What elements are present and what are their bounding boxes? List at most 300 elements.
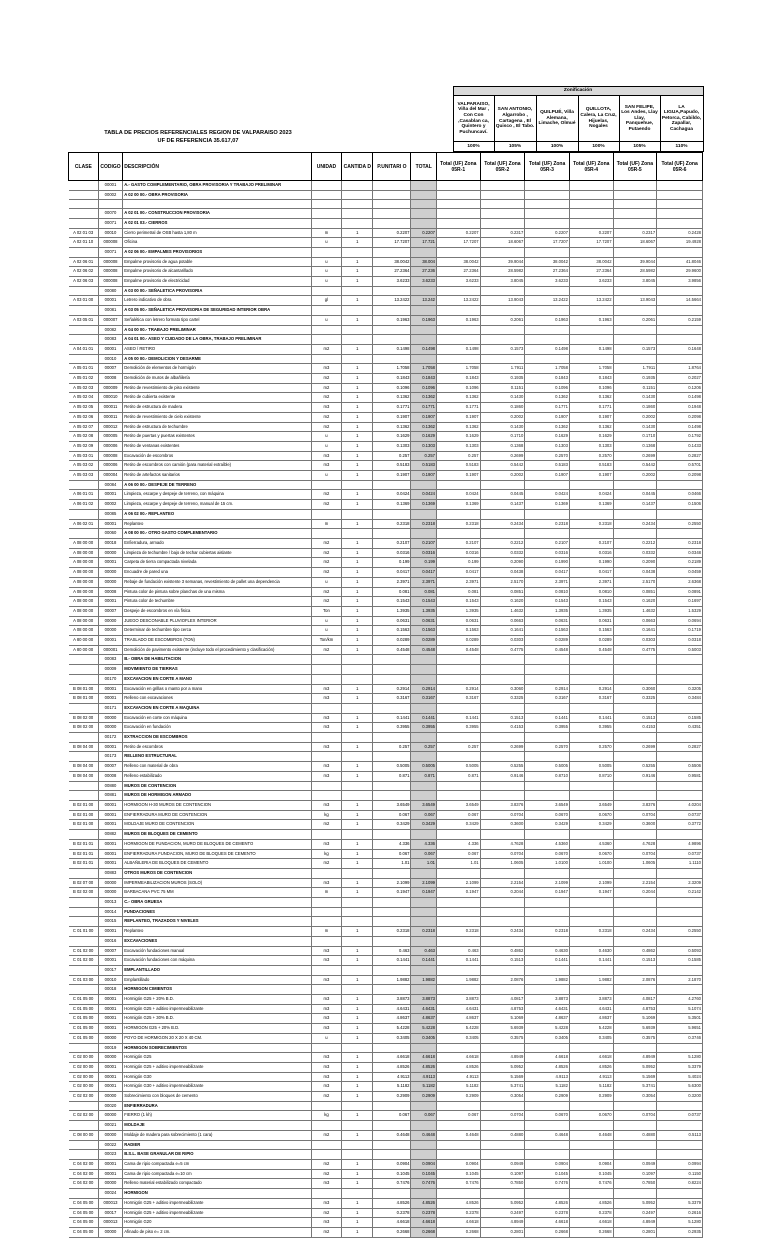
cell-clase: A 08 00 00	[69, 548, 99, 558]
cell-zone-3-total	[525, 936, 570, 946]
cell-unidad: m3	[311, 800, 342, 810]
cell-zone-4-total: 0.1441	[569, 956, 613, 966]
cell-zone-3-total	[525, 200, 570, 209]
cell-codigo: 00001	[98, 742, 122, 752]
cell-zone-5-total	[613, 752, 657, 762]
cell-zone-1-total	[437, 286, 481, 296]
cell-unidad	[311, 917, 342, 927]
cell-precio-unitario: 1.7058	[373, 364, 411, 374]
cell-clase: B 02 02 00	[69, 888, 99, 898]
cell-unidad: m3	[311, 946, 342, 956]
cell-total: 0.1907	[411, 412, 437, 422]
cell-zone-2-total	[480, 181, 525, 191]
cell-total: 0.0424	[411, 490, 437, 500]
cell-zone-1-total	[437, 655, 481, 665]
table-row	[69, 1227, 703, 1237]
cell-zone-4-total: 4.8637	[569, 1014, 613, 1024]
cell-codigo: 00881	[98, 791, 122, 801]
cell-descripcion: Demolición de pavimento existente (incluye todo el procedimiento y clasificación)	[123, 645, 311, 655]
table-row	[69, 1179, 703, 1189]
table-row	[69, 181, 703, 191]
cell-zone-6-total	[657, 907, 703, 917]
cell-zone-3-total: 0.1843	[525, 374, 570, 384]
cell-zone-5-total: 2.0876	[613, 975, 657, 985]
table-row	[69, 1024, 703, 1034]
cell-zone-5-total	[613, 985, 657, 995]
table-row	[69, 820, 703, 830]
cell-zone-5-total: 1.4632	[613, 606, 657, 616]
cell-unidad	[311, 1043, 342, 1053]
cell-descripcion: Excavación fundaciones con máquina	[123, 956, 311, 966]
cell-total: 0.3429	[411, 820, 437, 830]
cell-zone-4-total: 0.1096	[569, 383, 613, 393]
cell-zone-4-total: 0.8710	[569, 771, 613, 781]
cell-zone-2-total: 0.0445	[480, 490, 525, 500]
cell-unidad	[311, 218, 342, 228]
cell-codigo: 00170	[98, 674, 122, 684]
cell-zone-3-total: 5.1182	[525, 1082, 570, 1092]
cell-zone-1-total: 0.871	[437, 771, 481, 781]
cell-zone-1-total: 0.1947	[437, 888, 481, 898]
cell-zone-6-total: 4.2760	[657, 995, 703, 1005]
cell-descripcion: Limpieza de techumbre / bajo de techar cubiertas aislante	[123, 548, 311, 558]
cell-total: 0.3955	[411, 723, 437, 733]
cell-zone-4-total	[569, 674, 613, 684]
cell-total	[411, 325, 437, 335]
cell-clase: A 08 00 00	[69, 539, 99, 549]
table-row	[69, 946, 703, 956]
cell-zone-4-total: 0.0670	[569, 810, 613, 820]
cell-descripcion: RELLENO ESTRUCTURAL	[123, 752, 311, 762]
cell-clase: B 08 01 00	[69, 694, 99, 704]
cell-zone-1-total	[437, 965, 481, 975]
cell-zone-4-total: 0.3429	[569, 820, 613, 830]
cell-zone-4-total: 0.1362	[569, 422, 613, 432]
cell-zone-2-total: 0.7850	[480, 1179, 525, 1189]
cell-zone-1-total	[437, 1043, 481, 1053]
cell-zone-3-total: 0.1369	[525, 500, 570, 510]
cell-zone-6-total	[657, 1121, 703, 1131]
table-row	[69, 800, 703, 810]
cell-zone-2-total: 5.3741	[480, 1082, 525, 1092]
cell-total: 13.242	[411, 296, 437, 306]
cell-zone-2-total	[480, 868, 525, 878]
cell-codigo: 00018	[98, 985, 122, 995]
cell-codigo: 00000	[98, 568, 122, 578]
cell-zone-4-total	[569, 733, 613, 743]
cell-zone-2-total: 0.2699	[480, 742, 525, 752]
cell-zone-2-total: 0.2002	[480, 412, 525, 422]
cell-zone-4-total: 0.2570	[569, 451, 613, 461]
table-row	[69, 1101, 703, 1111]
cell-total: 0.081	[411, 587, 437, 597]
cell-zone-4-total: 0.1843	[569, 374, 613, 384]
cell-precio-unitario: 0.1441	[373, 956, 411, 966]
cell-zone-2-total: 0.1513	[480, 956, 525, 966]
cell-zone-3-total	[525, 306, 570, 316]
cell-zone-4-total	[569, 509, 613, 519]
cell-unidad: m2	[311, 1169, 342, 1179]
cell-zone-4-total: 1.7058	[569, 364, 613, 374]
cell-zone-5-total: 3.8376	[613, 800, 657, 810]
cell-zone-5-total	[613, 791, 657, 801]
cell-zone-6-total	[657, 247, 703, 257]
cell-total: 4.6431	[411, 1004, 437, 1014]
table-row	[69, 1140, 703, 1150]
cell-codigo: 00001	[98, 694, 122, 704]
cell-unidad	[311, 325, 342, 335]
cell-unidad: m2	[311, 383, 342, 393]
cell-clase: A 05 02 08	[69, 432, 99, 442]
cell-codigo: 00001	[98, 1004, 122, 1014]
report-title: TABLA DE PRECIOS REFERENCIALES REGION DE VALPARAISO 2023	[104, 130, 292, 136]
cell-clase: C 01 02 00	[69, 946, 99, 956]
cell-zone-3-total: 0.3429	[525, 820, 570, 830]
cell-zone-6-total: 0.1498	[657, 422, 703, 432]
cell-total: 2.1099	[411, 878, 437, 888]
cell-descripcion: A 05 00 00.- DEMOLICION Y DESARME	[123, 354, 311, 364]
cell-zone-4-total: 0.2318	[569, 519, 613, 529]
cell-precio-unitario: 0.1629	[373, 432, 411, 442]
cell-cantidad: 1	[342, 257, 373, 267]
table-row	[69, 267, 703, 277]
cell-zone-6-total: 0.0318	[657, 636, 703, 646]
cell-zone-1-total	[437, 917, 481, 927]
cell-descripcion: Excavación en grillas o manto por a mano	[123, 684, 311, 694]
cell-descripcion: ALBAÑILERIA DE BLOQUES DE CEMENTO	[123, 859, 311, 869]
cell-zone-6-total: 0.3205	[657, 684, 703, 694]
cell-zone-2-total: 0.2044	[480, 888, 525, 898]
cell-zone-4-total: 2.1099	[569, 878, 613, 888]
cell-zone-3-total	[525, 781, 570, 791]
cell-zone-2-total: 0.1430	[480, 393, 525, 403]
cell-codigo: 00007	[98, 946, 122, 956]
cell-precio-unitario	[373, 209, 411, 219]
cell-clase	[69, 936, 99, 946]
table-row	[69, 247, 703, 257]
cell-unidad	[311, 965, 342, 975]
table-row	[69, 616, 703, 626]
cell-zone-4-total: 0.1045	[569, 1169, 613, 1179]
cell-descripcion: REPLANTEO, TRAZADOS Y NIVELES	[123, 917, 311, 927]
cell-zone-5-total: 0.3060	[613, 684, 657, 694]
cell-total: 0.257	[411, 742, 437, 752]
cell-zone-3-total: 0.1563	[525, 626, 570, 636]
cell-descripcion: HORMIGON G25 + 20% B.D.	[123, 1024, 311, 1034]
cell-total	[411, 200, 437, 209]
cell-total	[411, 529, 437, 539]
cell-zone-2-total	[480, 733, 525, 743]
table-row	[69, 859, 703, 869]
cell-zone-6-total: 0.1697	[657, 597, 703, 607]
cell-zone-4-total: 3.6549	[569, 800, 613, 810]
cell-clase	[69, 868, 99, 878]
cell-clase: C 01 03 00	[69, 975, 99, 985]
cell-zone-6-total	[657, 209, 703, 219]
cell-unidad: Ton	[311, 606, 342, 616]
cell-total: 0.1963	[411, 315, 437, 325]
table-row	[69, 606, 703, 616]
cell-codigo: 00000	[98, 1033, 122, 1043]
cell-precio-unitario: 0.1843	[373, 374, 411, 384]
cell-zone-5-total: 0.7850	[613, 1179, 657, 1189]
cell-cantidad: 1	[342, 636, 373, 646]
cell-codigo: 000013	[98, 1218, 122, 1228]
cell-total: 0.2318	[411, 927, 437, 937]
cell-zone-6-total: 0.5506	[657, 762, 703, 772]
cell-unidad	[311, 830, 342, 840]
cell-total	[411, 354, 437, 364]
cell-total	[411, 1121, 437, 1131]
cell-zone-2-total: 0.2801	[480, 1227, 525, 1237]
table-row	[69, 500, 703, 510]
table-row	[69, 490, 703, 500]
cell-zone-1-total: 0.0424	[437, 490, 481, 500]
cell-zone-5-total: 0.2002	[613, 412, 657, 422]
cell-zone-2-total: 0.0704	[480, 849, 525, 859]
cell-descripcion: Afinado de piso e= 2 cm.	[123, 1227, 311, 1237]
cell-zone-3-total: 0.2318	[525, 927, 570, 937]
table-row	[69, 548, 703, 558]
cell-zone-3-total: 0.1045	[525, 1169, 570, 1179]
cell-zone-2-total: 0.0332	[480, 548, 525, 558]
table-row	[69, 558, 703, 568]
cell-zone-4-total: 0.0316	[569, 548, 613, 558]
cell-zone-5-total: 0.4880	[613, 1130, 657, 1140]
cell-codigo: 00172	[98, 733, 122, 743]
table-row	[69, 218, 703, 228]
cell-unidad: m3	[311, 1014, 342, 1024]
cell-precio-unitario: 1.01	[373, 859, 411, 869]
cell-zone-6-total	[657, 529, 703, 539]
cell-clase	[69, 1140, 99, 1150]
cell-precio-unitario: 0.1303	[373, 441, 411, 451]
cell-zone-3-total: 0.1907	[525, 471, 570, 481]
cell-descripcion: POYO DE HORMIGON 20 X 20 X 40 CM.	[123, 1033, 311, 1043]
cell-zone-1-total: 3.6233	[437, 277, 481, 287]
cell-zone-5-total: 0.0663	[613, 616, 657, 626]
cell-zone-3-total	[525, 480, 570, 490]
cell-zone-4-total: 0.0904	[569, 1160, 613, 1170]
cell-descripcion: A 06 00 00.- DESPEJE DE TERRENO	[123, 480, 311, 490]
cell-zone-6-total	[657, 791, 703, 801]
cell-zone-4-total: 0.2378	[569, 1208, 613, 1218]
cell-zone-3-total: 0.1441	[525, 713, 570, 723]
table-row	[69, 1014, 703, 1024]
cell-zone-4-total	[569, 480, 613, 490]
cell-zone-2-total: 5.6939	[480, 1024, 525, 1034]
cell-zone-1-total	[437, 1189, 481, 1199]
cell-zone-5-total	[613, 868, 657, 878]
cell-cantidad: 1	[342, 800, 373, 810]
cell-zone-5-total: 0.0332	[613, 548, 657, 558]
cell-cantidad: 1	[342, 500, 373, 510]
cell-descripcion: Replanteo	[123, 927, 311, 937]
cell-total: 1.7058	[411, 364, 437, 374]
cell-precio-unitario: 0.081	[373, 587, 411, 597]
cell-precio-unitario: 17.7207	[373, 238, 411, 248]
table-row	[69, 956, 703, 966]
cell-zone-5-total: 0.3054	[613, 1092, 657, 1102]
cell-zone-1-total: 0.3429	[437, 820, 481, 830]
cell-zone-3-total	[525, 907, 570, 917]
cell-zone-4-total	[569, 354, 613, 364]
cell-cantidad: 1	[342, 771, 373, 781]
cell-cantidad: 1	[342, 1092, 373, 1102]
cell-codigo: 00007	[98, 762, 122, 772]
cell-codigo: 00001	[98, 1024, 122, 1034]
cell-zone-2-total: 0.5442	[480, 461, 525, 471]
zone-name-6: LA LIGUA,Papudo, Petorca, Cabildo, Zapallar, Cachagua	[660, 96, 703, 142]
cell-clase: C 01 01 00	[69, 927, 99, 937]
cell-cantidad: 1	[342, 995, 373, 1005]
cell-zone-2-total: 0.4775	[480, 645, 525, 655]
cell-total: 4.336	[411, 839, 437, 849]
cell-zone-6-total: 5.3501	[657, 1014, 703, 1024]
cell-zone-3-total: 0.5183	[525, 461, 570, 471]
cell-zone-2-total	[480, 830, 525, 840]
cell-zone-2-total: 0.1573	[480, 344, 525, 354]
cell-precio-unitario: 0.1369	[373, 500, 411, 510]
cell-zone-3-total: 4.8637	[525, 1014, 570, 1024]
cell-cantidad	[342, 354, 373, 364]
cell-clase: A 08 00 00	[69, 568, 99, 578]
cell-zone-1-total	[437, 509, 481, 519]
cell-zone-5-total	[613, 1043, 657, 1053]
cell-zone-2-total	[480, 907, 525, 917]
cell-unidad	[311, 1150, 342, 1160]
cell-unidad: m3	[311, 956, 342, 966]
cell-precio-unitario: 0.7476	[373, 1179, 411, 1189]
cell-unidad	[311, 247, 342, 257]
cell-unidad: u	[311, 577, 342, 587]
cell-clase: C 04 05 00	[69, 1208, 99, 1218]
cell-clase	[69, 733, 99, 743]
cell-zone-6-total	[657, 1189, 703, 1199]
cell-clase: A 05 02 06	[69, 412, 99, 422]
cell-precio-unitario: 0.3405	[373, 1033, 411, 1043]
cell-cantidad: 1	[342, 956, 373, 966]
cell-zone-5-total	[613, 781, 657, 791]
table-row	[69, 781, 703, 791]
zone-percentage-1: 100%	[453, 142, 494, 152]
cell-zone-5-total: 0.0438	[613, 568, 657, 578]
cell-zone-5-total: 5.3741	[613, 1082, 657, 1092]
cell-zone-1-total	[437, 209, 481, 219]
cell-unidad: m3	[311, 975, 342, 985]
cell-cantidad: 1	[342, 471, 373, 481]
cell-unidad: m3	[311, 742, 342, 752]
cell-clase	[69, 1043, 99, 1053]
cell-zone-6-total: 5.1074	[657, 1004, 703, 1014]
cell-total: 1.01	[411, 859, 437, 869]
cell-total: 0.0289	[411, 636, 437, 646]
cell-descripcion: OTROS MUROS DE CONTENCION	[123, 868, 311, 878]
cell-unidad	[311, 868, 342, 878]
cell-total	[411, 830, 437, 840]
cell-codigo: 00070	[98, 209, 122, 219]
cell-zone-5-total: 0.5442	[613, 461, 657, 471]
cell-zone-6-total: 0.2189	[657, 558, 703, 568]
cell-zone-5-total: 0.2801	[613, 1227, 657, 1237]
cell-zone-5-total: 0.2699	[613, 742, 657, 752]
cell-total: 0.1629	[411, 432, 437, 442]
col-zone-6: Total (UF) Zona 05R-6	[657, 153, 703, 181]
cell-zone-3-total	[525, 791, 570, 801]
cell-zone-4-total: 0.1498	[569, 344, 613, 354]
cell-zone-6-total: 0.2098	[657, 412, 703, 422]
cell-zone-3-total: 0.1990	[525, 558, 570, 568]
cell-unidad: m3	[311, 364, 342, 374]
cell-descripcion: Hormigón G25 + 20% B.D.	[123, 995, 311, 1005]
cell-clase	[69, 665, 99, 675]
cell-zone-5-total	[613, 665, 657, 675]
cell-cantidad: 1	[342, 558, 373, 568]
cell-codigo: 00002	[98, 500, 122, 510]
cell-zone-6-total: 0.0694	[657, 616, 703, 626]
cell-codigo: 00020	[98, 1101, 122, 1111]
cell-total: 0.2668	[411, 1227, 437, 1237]
cell-descripcion: Relleno con excavaciones	[123, 694, 311, 704]
cell-zone-2-total: 0.2090	[480, 558, 525, 568]
cell-zone-1-total	[437, 325, 481, 335]
cell-zone-1-total: 4.6618	[437, 1218, 481, 1228]
cell-cantidad: 1	[342, 1072, 373, 1082]
cell-zone-3-total: 1.7058	[525, 364, 570, 374]
cell-zone-5-total: 0.0704	[613, 810, 657, 820]
cell-zone-6-total: 5.3379	[657, 1198, 703, 1208]
cell-zone-5-total	[613, 306, 657, 316]
cell-zone-3-total	[525, 985, 570, 995]
cell-zone-1-total	[437, 936, 481, 946]
cell-clase: A 05 01 02	[69, 374, 99, 384]
cell-zone-6-total: 0.0994	[657, 1160, 703, 1170]
cell-clase: C 01 05 00	[69, 995, 99, 1005]
cell-cantidad: 1	[342, 975, 373, 985]
cell-zone-1-total: 4.8526	[437, 1062, 481, 1072]
cell-cantidad: 1	[342, 519, 373, 529]
table-row	[69, 975, 703, 985]
cell-cantidad: 1	[342, 878, 373, 888]
cell-zone-1-total: 0.1907	[437, 471, 481, 481]
cell-cantidad	[342, 791, 373, 801]
cell-cantidad	[342, 733, 373, 743]
cell-zone-6-total	[657, 325, 703, 335]
cell-zone-1-total: 0.1303	[437, 441, 481, 451]
cell-total	[411, 752, 437, 762]
cell-clase	[69, 247, 99, 257]
cell-zone-1-total: 0.4548	[437, 645, 481, 655]
cell-zone-1-total: 0.2318	[437, 927, 481, 937]
cell-precio-unitario: 0.0904	[373, 1160, 411, 1170]
cell-codigo: 000008	[98, 277, 122, 287]
cell-precio-unitario: 2.3971	[373, 577, 411, 587]
cell-codigo: 00085	[98, 509, 122, 519]
cell-clase: A 05 02 07	[69, 422, 99, 432]
cell-precio-unitario: 0.0631	[373, 616, 411, 626]
cell-precio-unitario	[373, 181, 411, 191]
table-row	[69, 703, 703, 713]
cell-unidad	[311, 674, 342, 684]
table-row	[69, 200, 703, 209]
cell-unidad: m2	[311, 344, 342, 354]
cell-zone-2-total	[480, 1150, 525, 1160]
table-row	[69, 868, 703, 878]
cell-unidad: m2	[311, 1227, 342, 1237]
cell-unidad: m3	[311, 1024, 342, 1034]
cell-zone-3-total: 3.6549	[525, 800, 570, 810]
cell-clase: C 08 00 00	[69, 1130, 99, 1140]
